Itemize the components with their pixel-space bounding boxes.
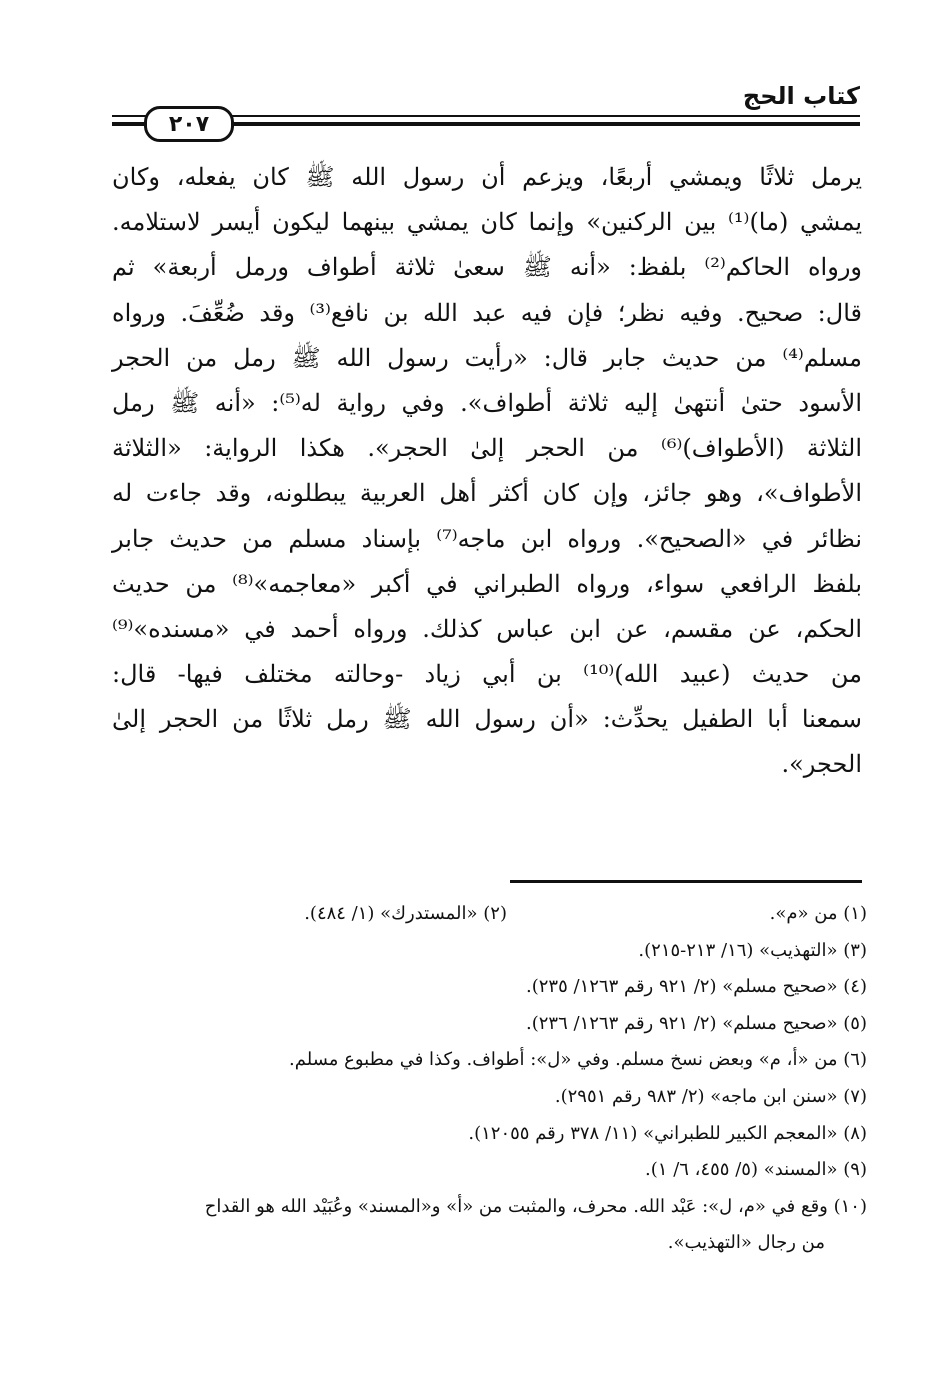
running-title: كتاب الحج <box>742 82 860 110</box>
footnote-separator <box>510 880 862 883</box>
footnote-5: (٥) «صحيح مسلم» (٢/ ٩٢١ رقم ١٢٦٣/ ٢٣٦). <box>526 1012 867 1034</box>
page-number: ٢٠٧ <box>144 106 234 142</box>
footnote-row <box>112 896 867 933</box>
body-line: قال: صحيح. وفيه نظر؛ فإن فيه عبد الله بن نافع⁽³⁾ وقد ضُعِّفَ. ورواه <box>112 298 862 327</box>
main-body-text <box>112 155 862 788</box>
body-line: الثلاثة (الأطواف)⁽⁶⁾ من الحجر إلىٰ الحجر». هكذا الرواية: «الثلاثة <box>112 434 862 463</box>
body-line: الحكم، عن مقسم، عن ابن عباس كذلك. ورواه أحمد في «مسنده»⁽⁹⁾ <box>112 614 862 643</box>
body-line: الأطواف»، وهو جائز، وإن كان أكثر أهل العربية يبطلونه، وقد جاءت له <box>112 479 862 508</box>
page-header <box>112 82 860 142</box>
body-line: الأسود حتىٰ أنتهىٰ إليه ثلاثة أطواف». وفي رواية له⁽⁵⁾: «أنه ﷺ رمل <box>112 388 862 417</box>
body-line: من حديث (عبيد الله)⁽¹⁰⁾ بن أبي زياد -وحالته مختلف فيها- قال: <box>112 660 862 689</box>
footnote-1: (١) من «م». <box>769 903 867 924</box>
footnote-3: (٣) «التهذيب» (١٦/ ٢١٣-٢١٥). <box>638 939 867 961</box>
footnote-10-continuation: من رجال «التهذيب». <box>667 1232 825 1254</box>
body-line: ورواه الحاكم⁽²⁾ بلفظ: «أنه ﷺ سعىٰ ثلاثة أطواف ورمل أربعة» ثم <box>112 253 862 282</box>
footnote-2: (٢) «المستدرك» (١/ ٤٨٤). <box>304 903 507 924</box>
footnote-4: (٤) «صحيح مسلم» (٢/ ٩٢١ رقم ١٢٦٣/ ٢٣٥). <box>526 976 867 998</box>
body-line: نظائر في «الصحيح». ورواه ابن ماجه⁽⁷⁾ بإسناد مسلم من حديث جابر <box>112 524 862 553</box>
footnote-8: (٨) «المعجم الكبير للطبراني» (١١/ ٣٧٨ رقم ١٢٠٥٥). <box>468 1122 867 1144</box>
footnote-7: (٧) «سنن ابن ماجه» (٢/ ٩٨٣ رقم ٢٩٥١). <box>554 1085 867 1107</box>
body-line: مسلم⁽⁴⁾ من حديث جابر قال: «رأيت رسول الله ﷺ رمل من الحجر <box>112 343 862 372</box>
body-line: الحجر». <box>781 750 862 779</box>
footnote-6: (٦) من «أ، م» وبعض نسخ مسلم. وفي «ل»: أطواف. وكذا في مطبوع مسلم. <box>289 1049 867 1071</box>
body-line: يرمل ثلاثًا ويمشي أربعًا، ويزعم أن رسول الله ﷺ كان يفعله، وكان <box>112 163 863 191</box>
body-line: سمعنا أبا الطفيل يحدِّث: «أن رسول الله ﷺ رمل ثلاثًا من الحجر إلىٰ <box>112 705 862 734</box>
body-line: بلفظ الرافعي سواء، ورواه الطبراني في أكبر «معاجمه»⁽⁸⁾ من حديث <box>112 569 862 598</box>
footnote-10: (١٠) وقع في «م، ل»: عَبْد الله. محرف، والمثبت من «أ» و«المسند» وعُبَيْد الله هو القداح <box>204 1195 867 1217</box>
footnote-9: (٩) «المسند» (٥/ ٤٥٥، ٦/ ١). <box>645 1159 867 1181</box>
footnotes <box>112 896 867 1262</box>
body-line: يمشي (ما)⁽¹⁾ بين الركنين» وإنما كان يمشي بينهما ليكون أيسر لاستلامه. <box>112 208 863 237</box>
